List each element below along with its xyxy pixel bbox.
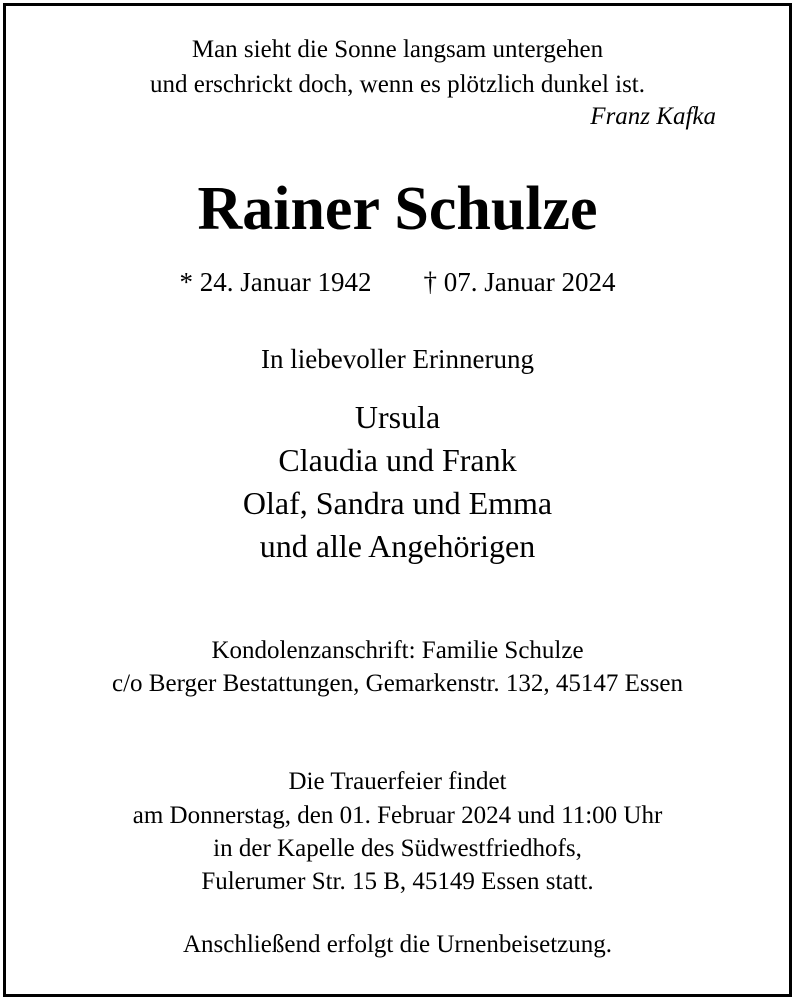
mourner-line-4: und alle Angehörigen xyxy=(259,528,536,564)
mourner-line-2: Claudia und Frank xyxy=(278,442,517,478)
death-date: † 07. Januar 2024 xyxy=(423,267,616,297)
ceremony-line-3: in der Kapelle des Südwestfriedhofs, xyxy=(213,835,582,862)
ceremony-line-1: Die Trauerfeier findet xyxy=(288,768,507,795)
quote-author: Franz Kafka xyxy=(590,103,716,130)
quote-line-2: und erschrickt doch, wenn es plötzlich dunkel ist. xyxy=(149,71,646,98)
condolence-line-2: c/o Berger Bestattungen, Gemarkenstr. 132, 45147 Essen xyxy=(112,670,683,697)
mourner-line-3: Olaf, Sandra und Emma xyxy=(242,485,553,521)
memory-line: In liebevoller Erinnerung xyxy=(261,344,534,374)
deceased-name: Rainer Schulze xyxy=(197,175,598,243)
quote-line-1: Man sieht die Sonne langsam untergehen xyxy=(191,36,604,63)
ceremony-line-4: Fulerumer Str. 15 B, 45149 Essen statt. xyxy=(201,868,594,895)
ceremony-line-2: am Donnerstag, den 01. Februar 2024 und 11:00 Uhr xyxy=(132,802,663,829)
burial-note: Anschließend erfolgt die Urnenbeisetzung. xyxy=(182,931,613,958)
mourner-line-1: Ursula xyxy=(354,399,441,435)
birth-date: * 24. Januar 1942 xyxy=(179,267,372,297)
life-dates xyxy=(0,265,795,299)
condolence-line-1: Kondolenzanschrift: Familie Schulze xyxy=(211,637,584,664)
